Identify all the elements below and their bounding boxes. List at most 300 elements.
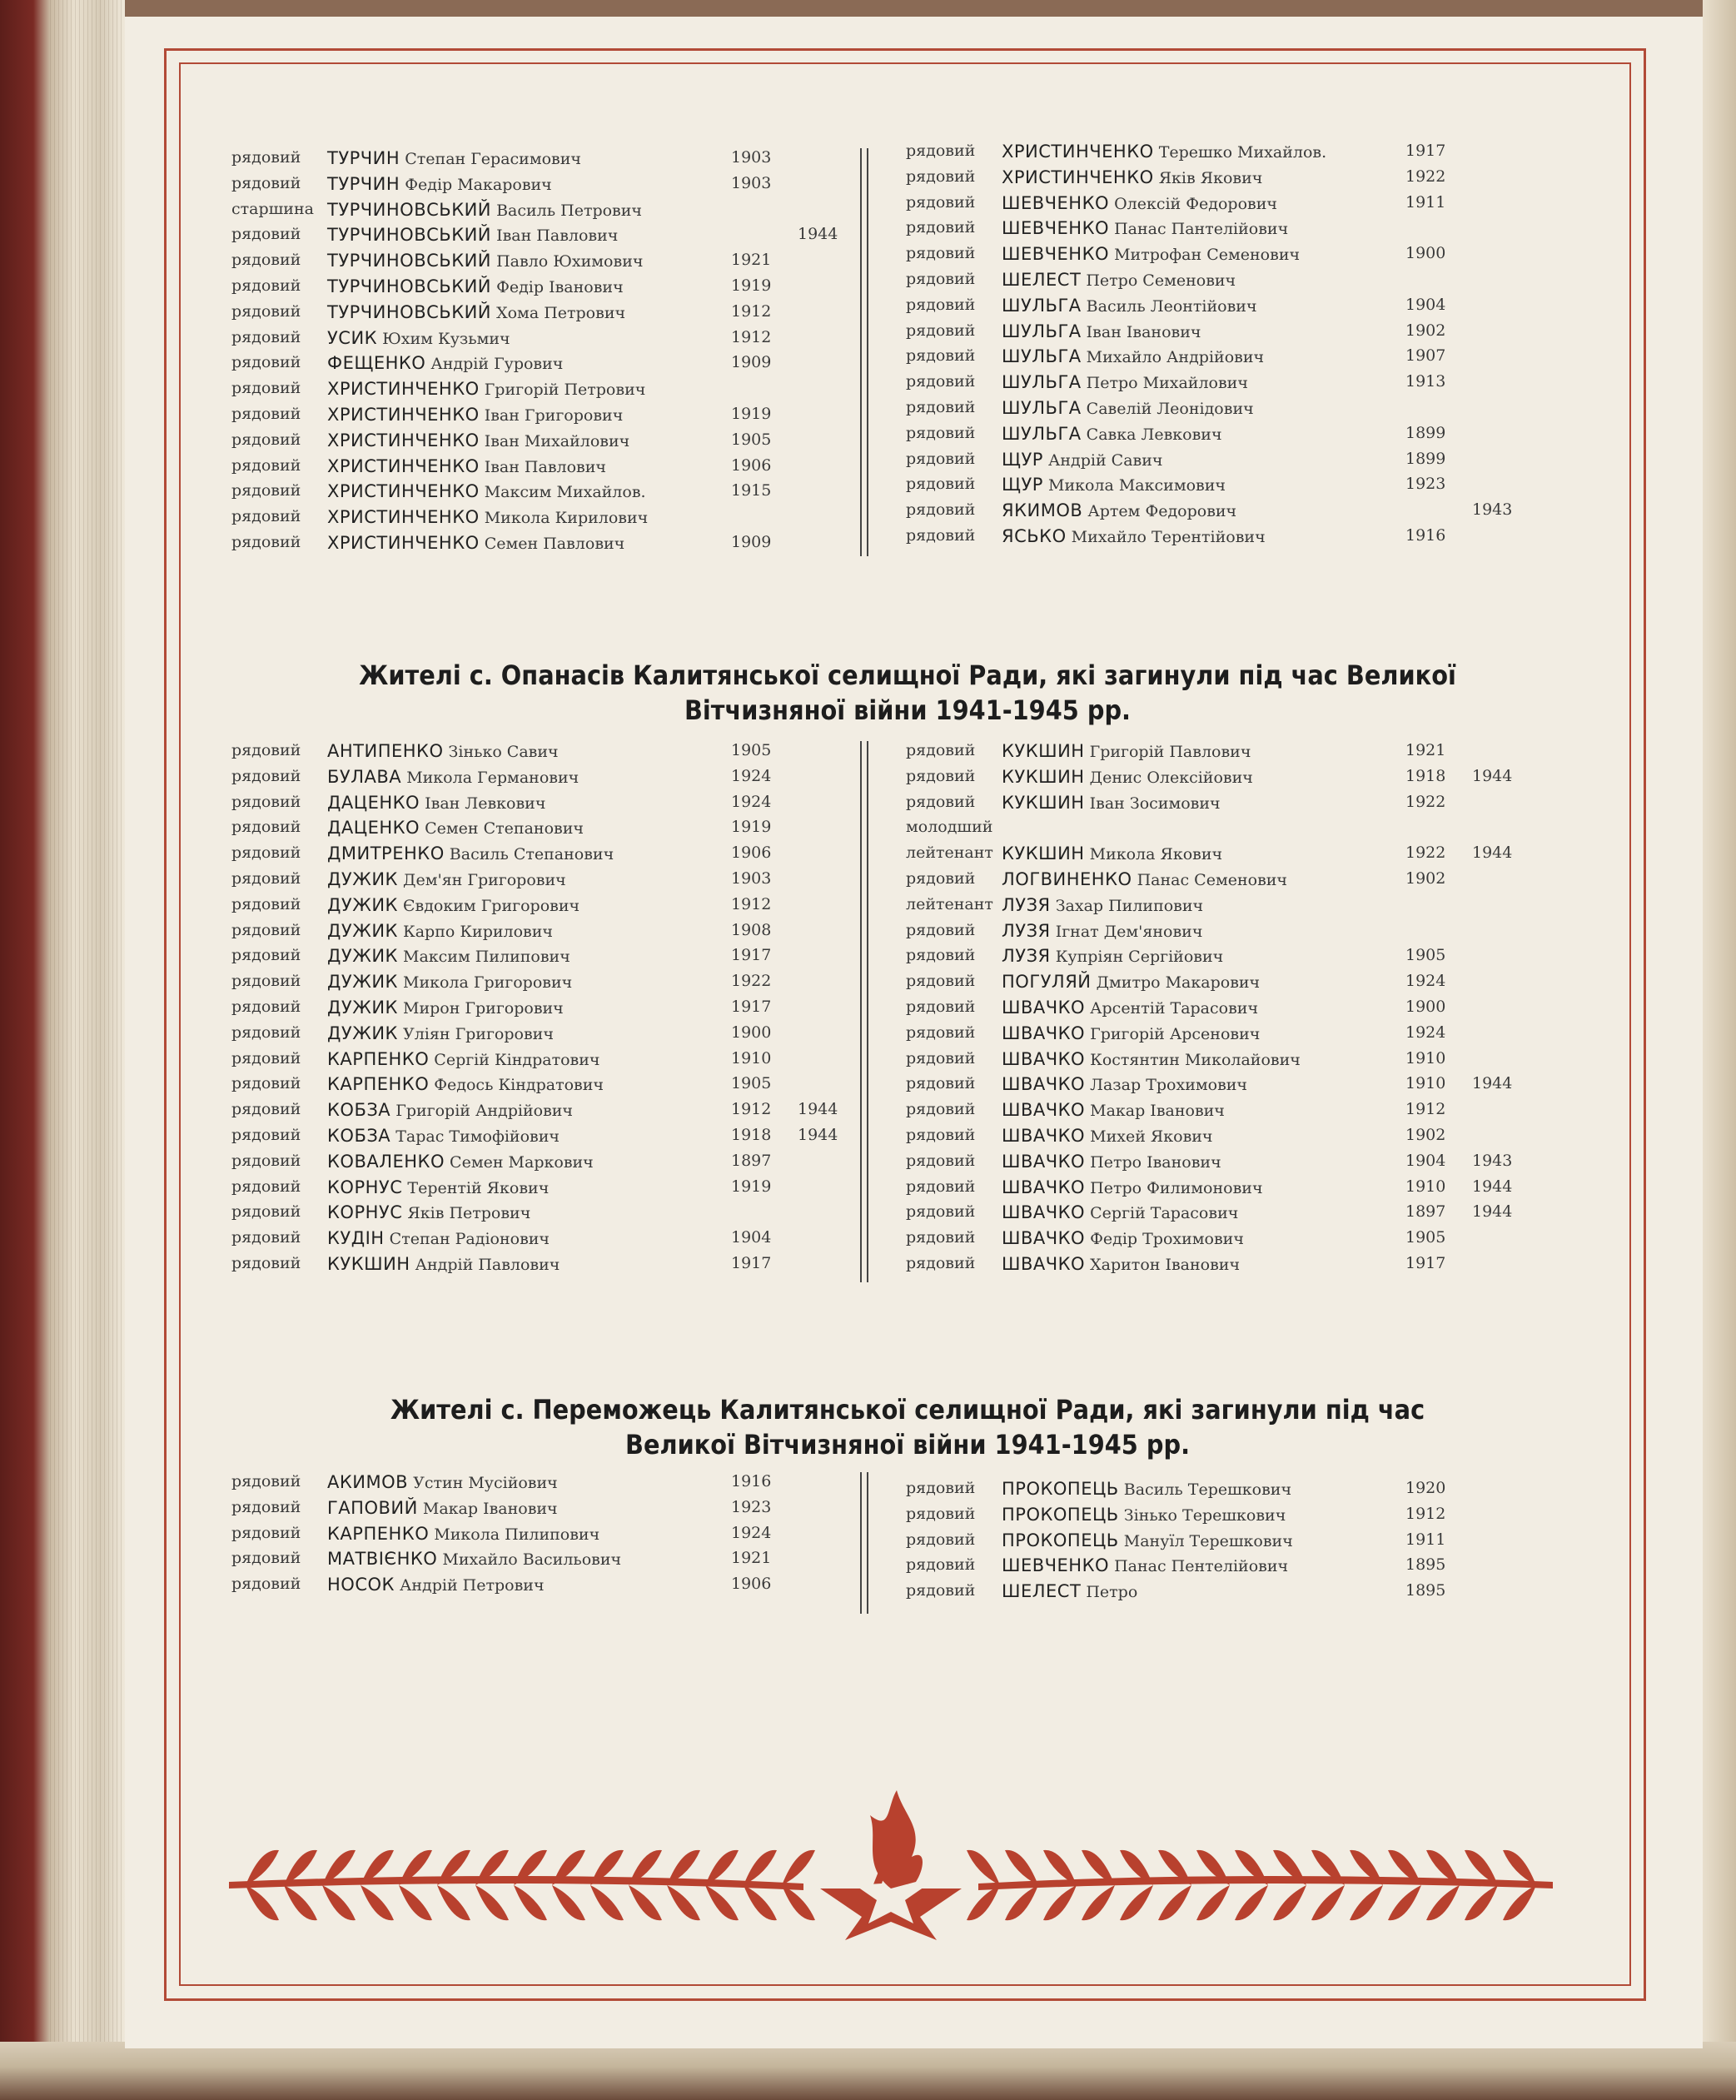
surname: ЛУЗЯ <box>1002 920 1051 941</box>
birth-year: 1912 <box>1405 1100 1446 1119</box>
laurel-leaf <box>629 1885 662 1920</box>
given-names: Іван Михайлович <box>484 431 630 450</box>
book-page-edges <box>0 0 125 2100</box>
full-name <box>327 174 552 194</box>
full-name <box>1002 1555 1288 1575</box>
full-name <box>1002 793 1221 813</box>
birth-year: 1912 <box>1405 1504 1446 1523</box>
birth-year: 1899 <box>1405 449 1446 468</box>
birth-year: 1919 <box>731 818 772 837</box>
given-names: Терешко Михайлов. <box>1158 143 1327 162</box>
rank: рядовий <box>906 142 976 160</box>
surname: ШВАЧКО <box>1002 1151 1086 1172</box>
surname: МАТВІЄНКО <box>327 1549 438 1570</box>
rank: рядовий <box>906 295 976 314</box>
given-names: Микола Якович <box>1089 845 1223 864</box>
surname: ЯСЬКО <box>1002 525 1067 546</box>
full-name <box>1002 244 1300 264</box>
full-name <box>1002 1505 1286 1525</box>
surname: ШУЛЬГА <box>1002 295 1082 316</box>
given-names: Григорій Андрійович <box>395 1102 573 1121</box>
given-names: Іван Іванович <box>1086 322 1201 341</box>
full-name <box>1002 998 1258 1018</box>
surname: КОВАЛЕНКО <box>327 1151 445 1172</box>
rank: рядовий <box>906 1504 976 1523</box>
surname: ЛОГВИНЕНКО <box>1002 868 1132 889</box>
laurel-leaf <box>967 1885 1000 1920</box>
given-names: Митрофан Семенович <box>1114 246 1301 265</box>
surname: ТУРЧИН <box>327 148 400 168</box>
birth-year: 1923 <box>731 1497 772 1516</box>
surname: КАРПЕНКО <box>327 1048 430 1069</box>
given-names: Іван Павлович <box>484 457 606 476</box>
birth-year: 1919 <box>731 1177 772 1196</box>
laurel-leaf <box>1311 1885 1345 1920</box>
full-name <box>327 1152 594 1172</box>
given-names: Микола Григорович <box>403 973 573 993</box>
given-names: Михайло Терентійович <box>1071 527 1266 546</box>
laurel-leaf <box>1465 1885 1498 1920</box>
birth-year: 1900 <box>1405 244 1446 263</box>
rank: рядовий <box>231 251 301 270</box>
given-names: Мануїл Терешкович <box>1123 1531 1293 1550</box>
given-names: Іван Левкович <box>425 794 546 813</box>
surname: ШВАЧКО <box>1002 1023 1086 1043</box>
birth-year: 1903 <box>731 868 772 888</box>
rank: рядовий <box>906 868 976 888</box>
rank: рядовий <box>231 1549 301 1568</box>
rank: рядовий <box>906 946 976 965</box>
surname: ХРИСТИНЧЕНКО <box>327 532 480 553</box>
rank: рядовий <box>231 353 301 372</box>
birth-year: 1910 <box>1405 1074 1446 1093</box>
full-name <box>1002 1479 1291 1499</box>
full-name <box>1002 1228 1244 1248</box>
rank: рядовий <box>906 218 976 237</box>
death-year: 1944 <box>1472 1177 1513 1196</box>
birth-year: 1922 <box>731 972 772 991</box>
laurel-leaf <box>744 1850 777 1885</box>
birth-year: 1921 <box>1405 741 1446 759</box>
rank: рядовий <box>906 792 976 811</box>
surname: ХРИСТИНЧЕНКО <box>327 455 480 476</box>
death-year: 1944 <box>1472 1074 1513 1093</box>
laurel-leaf <box>361 1885 394 1920</box>
full-name <box>327 1575 545 1595</box>
rank: рядовий <box>906 1479 976 1497</box>
surname: ТУРЧИНОВСЬКИЙ <box>327 251 492 271</box>
laurel-leaf <box>782 1850 815 1885</box>
birth-year: 1906 <box>731 455 772 475</box>
surname: ТУРЧИНОВСЬКИЙ <box>327 199 492 220</box>
given-names: Макар Іванович <box>1090 1102 1225 1121</box>
full-name <box>327 200 642 220</box>
full-name <box>1002 526 1266 546</box>
full-name <box>1002 142 1326 162</box>
given-names: Панас Пентелійович <box>1114 1557 1289 1576</box>
surname: ДАЦЕНКО <box>327 792 420 813</box>
surname: КОБЗА <box>327 1125 391 1146</box>
full-name <box>327 1126 560 1146</box>
birth-year: 1922 <box>1405 843 1446 863</box>
death-year: 1943 <box>1472 500 1513 520</box>
full-name <box>327 1498 558 1518</box>
laurel-leaf <box>667 1885 700 1920</box>
birth-year: 1923 <box>1405 475 1446 494</box>
given-names: Тарас Тимофійович <box>395 1127 560 1146</box>
birth-year: 1907 <box>1405 346 1446 366</box>
surname: ХРИСТИНЧЕНКО <box>1002 142 1154 162</box>
given-names: Федір Іванович <box>496 277 624 296</box>
full-name <box>1002 1152 1221 1172</box>
birth-year: 1905 <box>731 741 772 759</box>
birth-year: 1904 <box>1405 295 1446 314</box>
given-names: Семен Маркович <box>450 1152 594 1172</box>
rank: рядовий <box>906 346 976 366</box>
laurel-leaf <box>1350 1885 1383 1920</box>
surname: ШВАЧКО <box>1002 997 1086 1018</box>
laurel-leaf <box>246 1885 279 1920</box>
full-name <box>1002 1023 1260 1043</box>
laurel-leaf <box>705 1885 739 1920</box>
given-names: Михайло Васильович <box>442 1550 622 1570</box>
given-names: Михайло Андрійович <box>1086 348 1265 367</box>
rank: рядовий <box>231 1177 301 1196</box>
surname: КУДІН <box>327 1228 385 1249</box>
surname: КУКШИН <box>1002 843 1085 864</box>
full-name <box>327 793 545 813</box>
birth-year: 1922 <box>1405 792 1446 811</box>
given-names: Яків Петрович <box>407 1204 531 1223</box>
given-names: Михей Якович <box>1090 1127 1213 1146</box>
given-names: Петро Семенович <box>1086 271 1236 290</box>
full-name <box>327 1228 550 1248</box>
rank: рядовий <box>906 525 976 545</box>
full-name <box>1002 1177 1263 1197</box>
birth-year: 1917 <box>731 1253 772 1272</box>
given-names: Василь Степанович <box>449 845 614 864</box>
birth-year: 1922 <box>1405 167 1446 186</box>
surname: ЩУР <box>1002 475 1043 495</box>
birth-year: 1919 <box>731 404 772 423</box>
birth-year: 1902 <box>1405 1125 1446 1144</box>
birth-year: 1905 <box>1405 1228 1446 1247</box>
surname: ШВАЧКО <box>1002 1253 1086 1274</box>
full-name <box>327 1177 549 1197</box>
laurel-leaf <box>1273 1885 1306 1920</box>
birth-year: 1897 <box>1405 1202 1446 1222</box>
given-names: Микола Кирилович <box>484 509 649 528</box>
surname: ШВАЧКО <box>1002 1202 1086 1223</box>
given-names: Василь Терешкович <box>1123 1480 1292 1499</box>
full-name <box>1002 921 1202 941</box>
laurel-leaf <box>475 1885 509 1920</box>
surname: КАРПЕНКО <box>327 1074 430 1095</box>
given-names: Семен Степанович <box>425 819 584 839</box>
given-names: Арсентій Тарасович <box>1090 998 1259 1018</box>
birth-year: 1905 <box>1405 946 1446 965</box>
birth-year: 1911 <box>1405 1530 1446 1549</box>
given-names: Олексій Федорович <box>1114 194 1277 213</box>
rank: рядовий <box>231 1125 301 1144</box>
surname: ХРИСТИНЧЕНКО <box>327 507 480 528</box>
given-names: Павло Юхимович <box>496 252 644 271</box>
surname: КОРНУС <box>327 1177 403 1197</box>
given-names: Федось Кіндратович <box>434 1076 604 1095</box>
full-name <box>327 328 510 348</box>
given-names: Лазар Трохимович <box>1090 1076 1247 1095</box>
laurel-leaf <box>590 1885 624 1920</box>
laurel-leaf <box>1503 1885 1536 1920</box>
given-names: Савка Левкович <box>1086 425 1222 444</box>
birth-year: 1903 <box>731 173 772 192</box>
given-names: Уліян Григорович <box>403 1024 554 1043</box>
given-names: Костянтин Миколайович <box>1090 1050 1301 1069</box>
rank: рядовий <box>231 225 301 244</box>
rank: рядовий <box>906 920 976 939</box>
birth-year: 1918 <box>1405 766 1446 785</box>
surname: ДУЖИК <box>327 894 398 915</box>
rank: рядовий <box>231 276 301 295</box>
birth-year: 1918 <box>731 1125 772 1144</box>
laurel-leaf <box>1196 1885 1230 1920</box>
death-year: 1944 <box>798 1125 838 1144</box>
birth-year: 1900 <box>1405 997 1446 1016</box>
given-names: Карпо Кирилович <box>403 922 553 941</box>
birth-year: 1915 <box>731 481 772 500</box>
rank: рядовий <box>231 1472 301 1490</box>
full-name <box>327 895 579 915</box>
birth-year: 1910 <box>1405 1177 1446 1196</box>
rank: рядовий <box>906 1023 976 1042</box>
surname: ШЕЛЕСТ <box>1002 269 1082 290</box>
full-name <box>327 456 606 476</box>
full-name <box>1002 1581 1137 1601</box>
rank: рядовий <box>231 481 301 500</box>
birth-year: 1904 <box>1405 1151 1446 1170</box>
full-name <box>327 481 646 501</box>
full-name <box>1002 767 1253 787</box>
laurel-leaf <box>1503 1850 1536 1885</box>
surname: КОБЗА <box>327 1100 391 1121</box>
surname: ХРИСТИНЧЕНКО <box>1002 167 1154 187</box>
given-names: Ігнат Дем'янович <box>1055 922 1203 941</box>
surname: ХРИСТИНЧЕНКО <box>327 379 480 400</box>
rank: рядовий <box>231 301 301 321</box>
given-names: Петро <box>1086 1583 1138 1602</box>
column-divider <box>860 148 868 556</box>
rank: молодший <box>906 818 993 837</box>
full-name <box>327 302 625 322</box>
surname: КУКШИН <box>1002 792 1085 813</box>
birth-year: 1903 <box>731 148 772 167</box>
surname: ТУРЧИНОВСЬКИЙ <box>327 225 492 246</box>
birth-year: 1909 <box>731 353 772 372</box>
full-name <box>327 148 581 168</box>
birth-year: 1917 <box>1405 142 1446 160</box>
laurel-leaf <box>284 1885 317 1920</box>
given-names: Федір Трохимович <box>1090 1230 1244 1249</box>
birth-year: 1912 <box>731 327 772 346</box>
surname: ШЕВЧЕНКО <box>1002 218 1110 239</box>
rank: рядовий <box>231 379 301 398</box>
full-name <box>327 1549 621 1569</box>
rank: рядовий <box>906 1151 976 1170</box>
rank: рядовий <box>231 741 301 759</box>
rank: рядовий <box>906 741 976 759</box>
surname: ШУЛЬГА <box>1002 346 1082 367</box>
birth-year: 1924 <box>731 792 772 811</box>
surname: УСИК <box>327 327 378 348</box>
birth-year: 1899 <box>1405 423 1446 442</box>
rank: рядовий <box>906 423 976 442</box>
surname: ДУЖИК <box>327 946 398 967</box>
laurel-leaf <box>1043 1885 1077 1920</box>
birth-year: 1902 <box>1405 321 1446 340</box>
rank: рядовий <box>906 244 976 263</box>
rank: рядовий <box>906 500 976 520</box>
full-name <box>1002 895 1203 915</box>
given-names: Зінько Терешкович <box>1123 1505 1286 1525</box>
surname: ХРИСТИНЧЕНКО <box>327 404 480 425</box>
rank: рядовий <box>231 946 301 965</box>
rank: рядовий <box>906 766 976 785</box>
full-name <box>327 946 570 966</box>
full-name <box>327 869 566 889</box>
surname: КУКШИН <box>1002 766 1085 787</box>
given-names: Юхим Кузьмич <box>382 329 510 348</box>
surname: ДУЖИК <box>327 1023 398 1043</box>
full-name <box>1002 167 1262 187</box>
given-names: Василь Петрович <box>496 201 642 220</box>
full-name <box>327 225 618 245</box>
full-name <box>327 972 572 992</box>
surname: ДМИТРЕНКО <box>327 843 445 864</box>
rank: рядовий <box>231 792 301 811</box>
given-names: Дмитро Макарович <box>1096 973 1261 993</box>
rank: рядовий <box>231 1497 301 1516</box>
given-names: Яків Якович <box>1158 168 1263 187</box>
birth-year: 1912 <box>731 894 772 913</box>
birth-year: 1913 <box>1405 372 1446 391</box>
rank: рядовий <box>906 1530 976 1549</box>
full-name <box>327 1472 558 1492</box>
given-names: Григорій Павлович <box>1089 743 1251 761</box>
full-name <box>1002 346 1264 366</box>
rank: рядовий <box>906 972 976 991</box>
laurel-leaf <box>514 1885 547 1920</box>
full-name <box>327 818 584 838</box>
rank: рядовий <box>906 1202 976 1222</box>
full-name <box>1002 869 1287 889</box>
given-names: Савелій Леонідович <box>1086 399 1254 418</box>
laurel-leaf <box>399 1885 432 1920</box>
column-divider <box>860 1472 868 1614</box>
birth-year: 1909 <box>731 532 772 551</box>
laurel-leaf <box>1005 1885 1038 1920</box>
birth-year: 1905 <box>731 1074 772 1093</box>
given-names: Хома Петрович <box>496 303 626 322</box>
laurel-leaf <box>782 1885 815 1920</box>
birth-year: 1906 <box>731 843 772 863</box>
rank: лейтенант <box>906 894 993 913</box>
given-names: Максим Пилипович <box>403 948 570 967</box>
given-names: Терентій Якович <box>407 1178 550 1197</box>
surname: ШВАЧКО <box>1002 1228 1086 1249</box>
surname: ШВАЧКО <box>1002 1100 1086 1121</box>
birth-year: 1919 <box>731 276 772 295</box>
given-names: Зінько Савич <box>448 743 559 761</box>
surname: ЛУЗЯ <box>1002 894 1051 915</box>
full-name <box>1002 450 1162 470</box>
full-name <box>1002 1202 1238 1222</box>
rank: рядовий <box>231 920 301 939</box>
rank: рядовий <box>906 372 976 391</box>
rank: рядовий <box>906 1074 976 1093</box>
laurel-leaf <box>322 1885 356 1920</box>
surname: ШВАЧКО <box>1002 1177 1086 1197</box>
rank: рядовий <box>231 1151 301 1170</box>
rank: рядовий <box>906 475 976 494</box>
surname: ШУЛЬГА <box>1002 372 1082 393</box>
rank: рядовий <box>231 1048 301 1067</box>
full-name <box>327 1254 560 1274</box>
surname: ДУЖИК <box>327 972 398 993</box>
rank: рядовий <box>906 1555 976 1575</box>
given-names: Григорій Арсенович <box>1090 1024 1261 1043</box>
book-bottom-edge <box>0 2042 1736 2100</box>
surname: ПРОКОПЕЦЬ <box>1002 1504 1119 1525</box>
full-name <box>327 1023 554 1043</box>
full-name <box>327 1202 530 1222</box>
full-name <box>1002 398 1254 418</box>
given-names: Максим Михайлов. <box>484 483 646 502</box>
rank: рядовий <box>231 766 301 785</box>
rank: рядовий <box>231 532 301 551</box>
full-name <box>1002 193 1277 213</box>
full-name <box>1002 1100 1225 1120</box>
birth-year: 1910 <box>1405 1048 1446 1067</box>
surname: ХРИСТИНЧЕНКО <box>327 430 480 450</box>
rank: рядовий <box>906 1100 976 1119</box>
full-name <box>1002 1049 1301 1069</box>
full-name <box>1002 218 1288 238</box>
surname: ДАЦЕНКО <box>327 818 420 839</box>
birth-year: 1897 <box>731 1151 772 1170</box>
given-names: Купріян Сергійович <box>1055 948 1224 967</box>
birth-year: 1902 <box>1405 868 1446 888</box>
given-names: Дем'ян Григорович <box>403 870 566 889</box>
full-name <box>327 533 624 553</box>
given-names: Панас Пантелійович <box>1114 220 1289 239</box>
full-name <box>327 843 614 863</box>
birth-year: 1912 <box>731 301 772 321</box>
death-year: 1944 <box>1472 766 1513 785</box>
birth-year: 1916 <box>731 1472 772 1490</box>
rank: рядовий <box>231 1523 301 1542</box>
rank: рядовий <box>906 1177 976 1196</box>
laurel-leaf <box>1426 1885 1460 1920</box>
surname: ШЕВЧЕНКО <box>1002 1555 1110 1576</box>
given-names: Василь Леонтійович <box>1086 296 1257 316</box>
birth-year: 1921 <box>731 251 772 270</box>
full-name <box>1002 972 1260 992</box>
given-names: Семен Павлович <box>484 534 625 553</box>
rank: лейтенант <box>906 843 993 863</box>
birth-year: 1905 <box>731 430 772 449</box>
rank: рядовий <box>231 972 301 991</box>
surname: ПРОКОПЕЦЬ <box>1002 1530 1119 1550</box>
